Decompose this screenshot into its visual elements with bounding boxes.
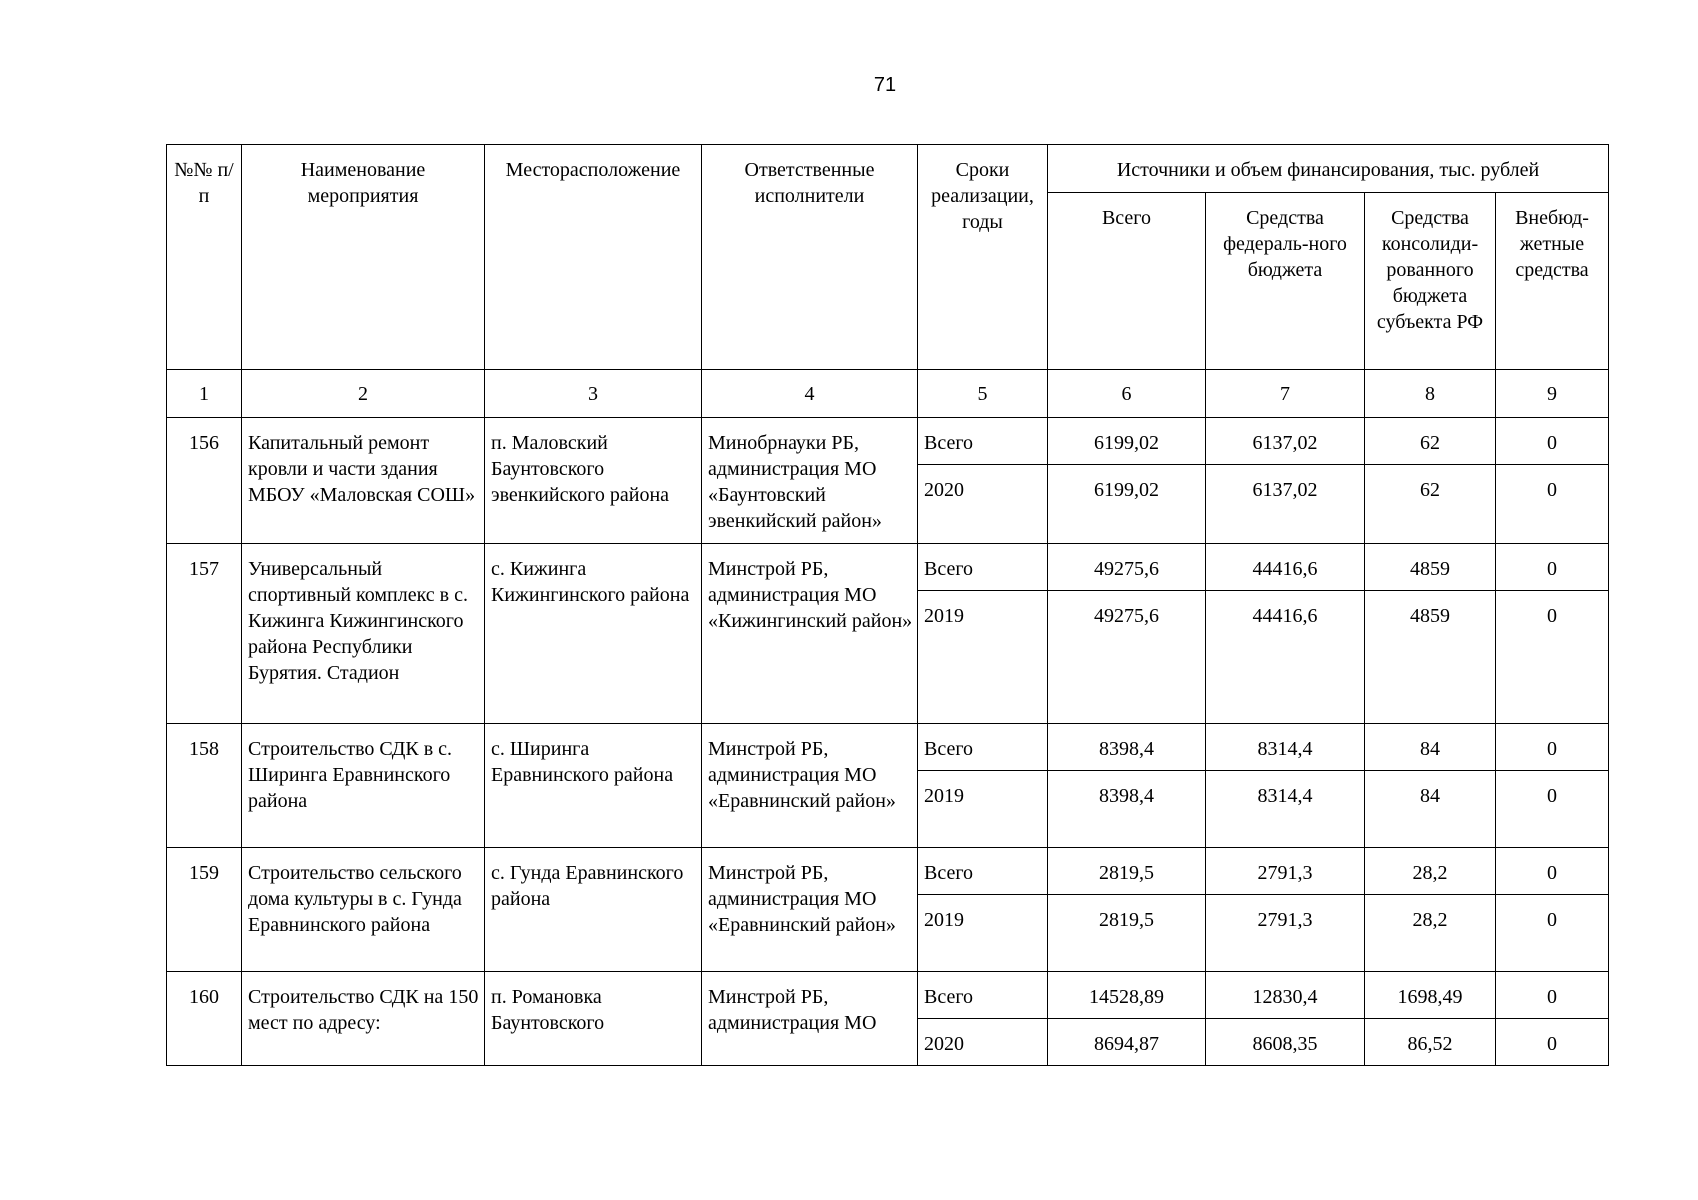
federal-value: 44416,6 xyxy=(1206,544,1365,591)
table-row xyxy=(167,848,1609,895)
measure-name: Строительство СДК в с. Ширинга Еравнинского района xyxy=(242,724,485,848)
regional-value: 4859 xyxy=(1365,544,1496,591)
regional-value: 62 xyxy=(1365,418,1496,465)
regional-value: 86,52 xyxy=(1365,1019,1496,1066)
table-row xyxy=(167,972,1609,1019)
column-number: 9 xyxy=(1496,370,1609,418)
period: Всего xyxy=(918,848,1048,895)
column-number-row xyxy=(167,370,1609,418)
regional-value: 62 xyxy=(1365,465,1496,544)
header-extrabudget: Внебюд-жетные средства xyxy=(1496,193,1609,370)
column-number: 1 xyxy=(167,370,242,418)
location: с. Ширинга Еравнинского района xyxy=(485,724,702,848)
header-total: Всего xyxy=(1048,193,1206,370)
federal-value: 8314,4 xyxy=(1206,771,1365,848)
responsible: Минстрой РБ, администрация МО «Еравнинский район» xyxy=(702,724,918,848)
responsible: Минобрнауки РБ, администрация МО «Баунтовский эвенкийский район» xyxy=(702,418,918,544)
header-name: Наименование мероприятия xyxy=(242,145,485,370)
row-number: 158 xyxy=(167,724,242,848)
row-number: 160 xyxy=(167,972,242,1066)
federal-value: 44416,6 xyxy=(1206,591,1365,724)
federal-value: 8314,4 xyxy=(1206,724,1365,771)
total-value: 8694,87 xyxy=(1048,1019,1206,1066)
header-sources: Источники и объем финансирования, тыс. рублей xyxy=(1048,145,1609,193)
location: п. Маловский Баунтовского эвенкийского района xyxy=(485,418,702,544)
regional-value: 84 xyxy=(1365,771,1496,848)
total-value: 8398,4 xyxy=(1048,724,1206,771)
header-terms: Сроки реализации, годы xyxy=(918,145,1048,370)
regional-value: 4859 xyxy=(1365,591,1496,724)
measure-name: Строительство сельского дома культуры в с. Гунда Еравнинского района xyxy=(242,848,485,972)
federal-value: 8608,35 xyxy=(1206,1019,1365,1066)
column-number: 5 xyxy=(918,370,1048,418)
extrabudget-value: 0 xyxy=(1496,591,1609,724)
table-row xyxy=(167,544,1609,591)
header-num: №№ п/п xyxy=(167,145,242,370)
regional-value: 28,2 xyxy=(1365,848,1496,895)
federal-value: 2791,3 xyxy=(1206,895,1365,972)
financing-table xyxy=(166,144,1609,1066)
location: п. Романовка Баунтовского xyxy=(485,972,702,1066)
measure-name: Универсальный спортивный комплекс в с. Кижинга Кижингинского района Республики Бурятия. Стадион xyxy=(242,544,485,724)
header-federal: Средства федераль-ного бюджета xyxy=(1206,193,1365,370)
responsible: Минстрой РБ, администрация МО xyxy=(702,972,918,1066)
total-value: 6199,02 xyxy=(1048,465,1206,544)
extrabudget-value: 0 xyxy=(1496,1019,1609,1066)
table-row xyxy=(167,418,1609,465)
period: 2020 xyxy=(918,1019,1048,1066)
total-value: 2819,5 xyxy=(1048,895,1206,972)
row-number: 157 xyxy=(167,544,242,724)
period: 2019 xyxy=(918,771,1048,848)
column-number: 2 xyxy=(242,370,485,418)
total-value: 14528,89 xyxy=(1048,972,1206,1019)
period: Всего xyxy=(918,544,1048,591)
federal-value: 12830,4 xyxy=(1206,972,1365,1019)
measure-name: Капитальный ремонт кровли и части здания МБОУ «Маловская СОШ» xyxy=(242,418,485,544)
regional-value: 28,2 xyxy=(1365,895,1496,972)
federal-value: 6137,02 xyxy=(1206,465,1365,544)
page-number: 71 xyxy=(873,74,897,96)
regional-value: 1698,49 xyxy=(1365,972,1496,1019)
period: Всего xyxy=(918,418,1048,465)
location: с. Кижинга Кижингинского района xyxy=(485,544,702,724)
header-location: Месторасположение xyxy=(485,145,702,370)
extrabudget-value: 0 xyxy=(1496,544,1609,591)
period: 2019 xyxy=(918,591,1048,724)
total-value: 2819,5 xyxy=(1048,848,1206,895)
total-value: 6199,02 xyxy=(1048,418,1206,465)
column-number: 7 xyxy=(1206,370,1365,418)
extrabudget-value: 0 xyxy=(1496,418,1609,465)
header-responsible: Ответственные исполнители xyxy=(702,145,918,370)
total-value: 49275,6 xyxy=(1048,591,1206,724)
location: с. Гунда Еравнинского района xyxy=(485,848,702,972)
column-number: 3 xyxy=(485,370,702,418)
extrabudget-value: 0 xyxy=(1496,465,1609,544)
federal-value: 2791,3 xyxy=(1206,848,1365,895)
column-number: 6 xyxy=(1048,370,1206,418)
header-regional: Средства консолиди-рованного бюджета субъекта РФ xyxy=(1365,193,1496,370)
column-number: 8 xyxy=(1365,370,1496,418)
column-number: 4 xyxy=(702,370,918,418)
measure-name: Строительство СДК на 150 мест по адресу: xyxy=(242,972,485,1066)
period: 2019 xyxy=(918,895,1048,972)
total-value: 49275,6 xyxy=(1048,544,1206,591)
period: 2020 xyxy=(918,465,1048,544)
table-row xyxy=(167,724,1609,771)
regional-value: 84 xyxy=(1365,724,1496,771)
period: Всего xyxy=(918,724,1048,771)
extrabudget-value: 0 xyxy=(1496,724,1609,771)
extrabudget-value: 0 xyxy=(1496,848,1609,895)
extrabudget-value: 0 xyxy=(1496,895,1609,972)
extrabudget-value: 0 xyxy=(1496,771,1609,848)
row-number: 159 xyxy=(167,848,242,972)
row-number: 156 xyxy=(167,418,242,544)
responsible: Минстрой РБ, администрация МО «Кижингинский район» xyxy=(702,544,918,724)
federal-value: 6137,02 xyxy=(1206,418,1365,465)
period: Всего xyxy=(918,972,1048,1019)
responsible: Минстрой РБ, администрация МО «Еравнинский район» xyxy=(702,848,918,972)
total-value: 8398,4 xyxy=(1048,771,1206,848)
extrabudget-value: 0 xyxy=(1496,972,1609,1019)
